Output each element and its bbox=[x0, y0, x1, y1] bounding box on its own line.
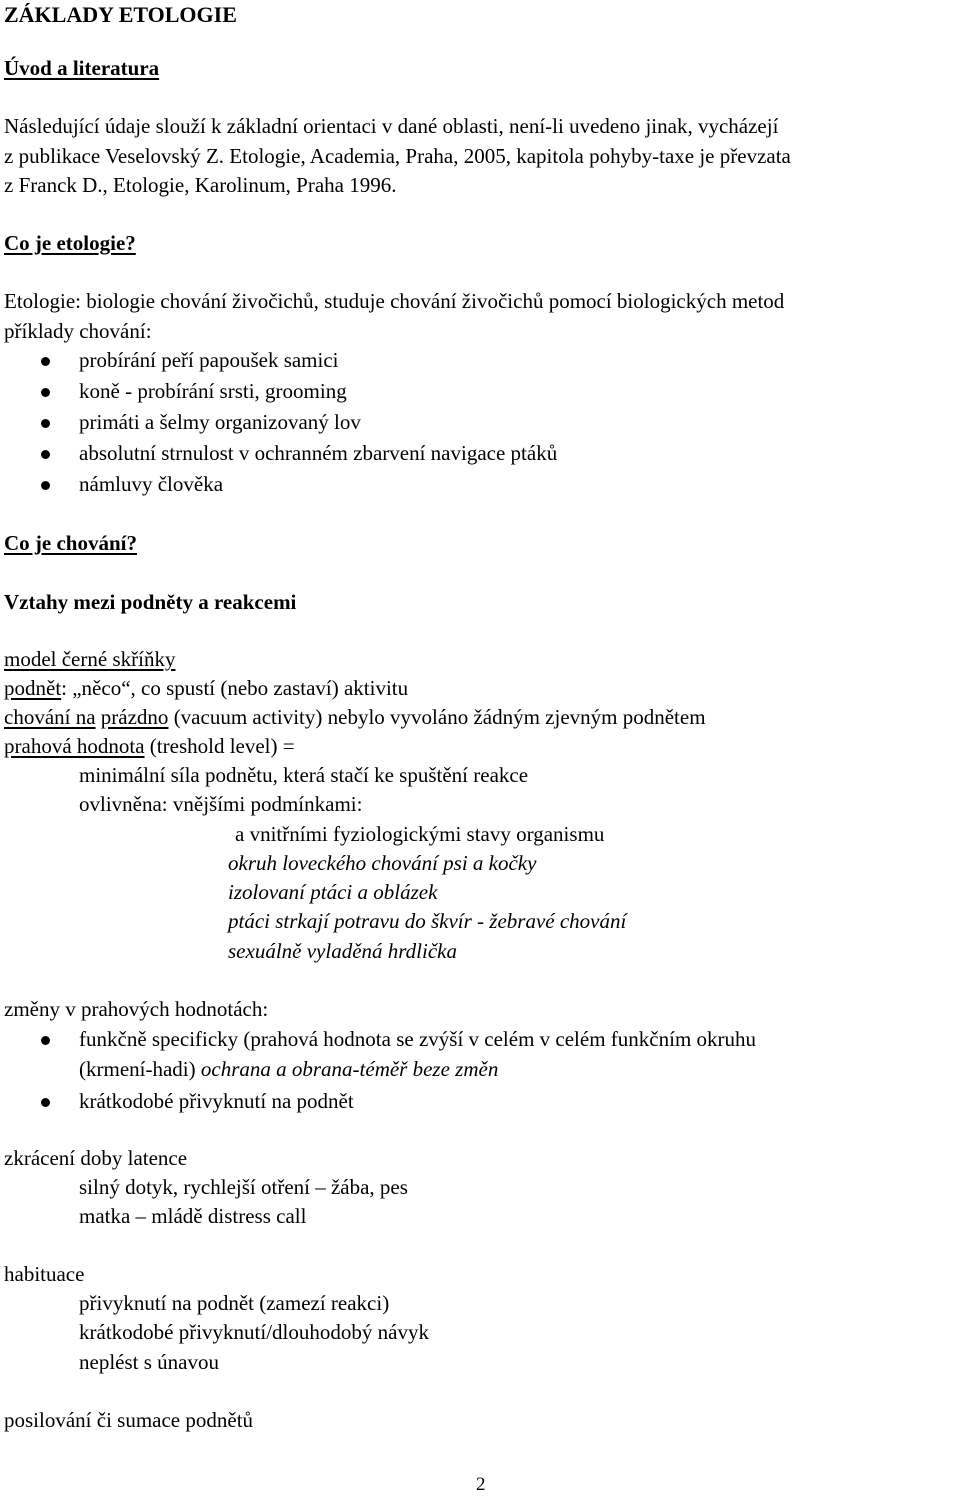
section-subheading: Vztahy mezi podněty a reakcemi bbox=[4, 590, 297, 614]
influence-line: ovlivněna: vnějšími podmínkami: bbox=[79, 792, 363, 816]
bullet-icon bbox=[41, 450, 50, 459]
vacuum-term: prázdno bbox=[100, 705, 169, 729]
example-line: izolovaní ptáci a oblázek bbox=[228, 880, 438, 904]
list-item: krátkodobé přivyknutí na podnět bbox=[79, 1089, 354, 1113]
threshold-definition: minimální síla podnětu, která stačí ke spuštění reakce bbox=[79, 763, 529, 787]
threshold-term: prahová hodnota bbox=[4, 734, 145, 758]
habituation-item: přivyknutí na podnět (zamezí reakci) bbox=[79, 1291, 390, 1315]
latency-item: matka – mládě distress call bbox=[79, 1204, 307, 1228]
vacuum-line bbox=[4, 705, 706, 730]
threshold-text: (treshold level) = bbox=[144, 734, 295, 758]
section-heading: Co je chování? bbox=[4, 531, 137, 555]
list-item: funkčně specificky (prahová hodnota se zvýší v celém v celém funkčním okruhu bbox=[79, 1027, 757, 1051]
bullet-icon bbox=[41, 419, 50, 428]
podnet-text: : „něco“, co spustí (nebo zastaví) aktivitu bbox=[61, 676, 409, 700]
intro-heading: Úvod a literatura bbox=[4, 56, 160, 80]
list-item-italic: ochrana a obrana-téměř beze změn bbox=[200, 1057, 499, 1081]
vacuum-term: chování na bbox=[4, 705, 96, 729]
bullet-icon bbox=[41, 1098, 50, 1107]
vacuum-text: (vacuum activity) nebylo vyvoláno žádným zjevným podnětem bbox=[168, 705, 706, 729]
list-item-text: (krmení-hadi) bbox=[79, 1057, 201, 1081]
example-line: sexuálně vyladěná hrdlička bbox=[228, 939, 457, 963]
list-item: probírání peří papoušek samici bbox=[79, 348, 339, 372]
intro-line: Následující údaje slouží k základní orientaci v dané oblasti, není-li uvedeno jinak, vycházejí bbox=[4, 114, 779, 138]
section-heading: Co je etologie? bbox=[4, 231, 136, 255]
bullet-icon bbox=[41, 481, 50, 490]
podnet-term: podnět bbox=[4, 676, 62, 700]
example-line: okruh loveckého chování psi a kočky bbox=[228, 851, 537, 875]
podnet-line bbox=[4, 676, 408, 701]
intro-line: z Franck D., Etologie, Karolinum, Praha 1996. bbox=[4, 173, 397, 197]
list-item: primáti a šelmy organizovaný lov bbox=[79, 410, 361, 434]
examples-label: příklady chování: bbox=[4, 319, 152, 343]
bullet-icon bbox=[41, 357, 50, 366]
list-item: absolutní strnulost v ochranném zbarvení navigace ptáků bbox=[79, 441, 558, 465]
bullet-icon bbox=[41, 1036, 50, 1045]
habituation-label: habituace bbox=[4, 1262, 85, 1286]
page-title: ZÁKLADY ETOLOGIE bbox=[4, 2, 237, 27]
summation-label: posilování či sumace podnětů bbox=[4, 1408, 254, 1432]
page-number: 2 bbox=[476, 1474, 486, 1495]
latency-label: zkrácení doby latence bbox=[4, 1146, 188, 1170]
latency-item: silný dotyk, rychlejší otření – žába, pes bbox=[79, 1175, 408, 1199]
definition-text: Etologie: biologie chování živočichů, studuje chování živočichů pomocí biologických metod bbox=[4, 289, 785, 313]
threshold-line bbox=[4, 734, 295, 759]
habituation-item: krátkodobé přivyknutí/dlouhodobý návyk bbox=[79, 1320, 429, 1344]
intro-line: z publikace Veselovský Z. Etologie, Academia, Praha, 2005, kapitola pohyby-taxe je převzata bbox=[4, 144, 791, 168]
example-line: ptáci strkají potravu do škvír - žebravé chování bbox=[228, 909, 627, 933]
list-item: námluvy člověka bbox=[79, 472, 224, 496]
list-item: koně - probírání srsti, grooming bbox=[79, 379, 347, 403]
model-label: model černé skříňky bbox=[4, 647, 176, 671]
changes-label: změny v prahových hodnotách: bbox=[4, 997, 269, 1021]
bullet-icon bbox=[41, 388, 50, 397]
habituation-item: neplést s únavou bbox=[79, 1350, 219, 1374]
influence-line: a vnitřními fyziologickými stavy organismu bbox=[235, 822, 605, 846]
list-item-continuation bbox=[79, 1057, 498, 1082]
